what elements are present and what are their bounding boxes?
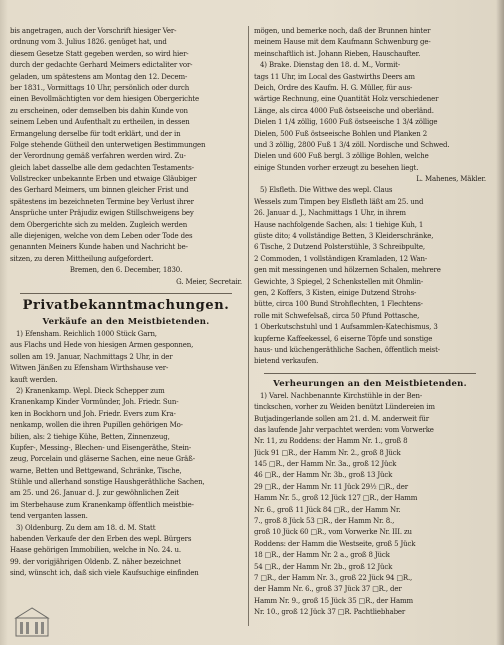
text-line: habenden Verkaufe der den Erben des wepl. Bürgers [10, 535, 192, 544]
text-line: Kupfer-, Messing-, Blechen- und Eisengeräthe, Stein- [10, 443, 192, 452]
text-line: gen mit messingenen und hölzernen Schalen, mehrere [254, 266, 441, 275]
text-line: gen, 2 Koffers, 3 Kisten, einige Dutzend Strohs- [254, 288, 417, 297]
text-line: bis angetragen, auch der Vorschrift hiesiger Ver- [10, 27, 177, 35]
text-line: haus- und küchengeräthliche Sachen, öffentlich meist- [254, 345, 440, 354]
text-line: Nr. 11, zu Roddens: der Hamm Nr. 1., groß 8 [254, 437, 408, 446]
library-stamp-logo [14, 606, 50, 638]
text-line: Gewichte, 3 Spiegel, 2 Schenkstellen mit Ohmlin- [254, 277, 424, 286]
text-line: nenkamp, wollen die ihren Pupillen gehörigen Mo- [10, 421, 183, 430]
text-line: 29 □R., der Hamm Nr. 11 Jück 29½ □R., der [254, 482, 408, 491]
text-line: 54 □R., der Hamm Nr. 2b., groß 12 Jück [254, 562, 393, 571]
text-line: 46 □R., der Hamm Nr. 3b., groß 13 Jück [254, 471, 393, 480]
section-rule [264, 373, 476, 374]
text-line: Ermangelung derselbe für todt erklärt, und der in [10, 129, 181, 138]
text-line: Wessels zum Timpen bey Elsfleth läßt am 25. und [254, 197, 424, 206]
text-line: Nr. 10., groß 12 Jück 37 □R. Pachtliebhaber [254, 608, 406, 617]
text-line: 3) Oldenburg. Zu dem am 18. d. M. Statt [16, 523, 156, 532]
text-line: genannten Meiners Kunde haben und Nachricht be- [10, 243, 188, 252]
notice-obergericht [10, 26, 242, 288]
notice-brake [254, 26, 486, 185]
section-rule [20, 293, 232, 294]
left-column [10, 26, 242, 580]
text-line: sind, wünscht ich, daß sich viele Kaufsuchige einfinden [10, 569, 199, 578]
text-line: aus Flachs und Hede von hiesigen Armen gesponnen, [10, 341, 194, 350]
text-line: zu erscheinen, oder demselben bis dahin Kunde von [10, 106, 188, 115]
text-line: Kranenkamp Kinder Vormünder, Joh. Friedr. Sun- [10, 398, 179, 407]
text-line: Länge, als circa 4000 Fuß östseeische und oberländ. [254, 106, 434, 115]
text-line: 2) Kranenkamp. Wepl. Dieck Schepper zum [16, 386, 165, 395]
text-line: durch der gedachte Gerhard Meimers edictaliter vor- [10, 61, 193, 70]
text-line: bietend verkaufen. [254, 357, 319, 366]
text-line: Bremen, den 6. December, 1830. [69, 266, 183, 275]
text-line: alle diejenigen, welche von dem Leben oder Tode des [10, 232, 193, 241]
text-line: Stühle und allerhand sonstige Haushgeräthliche Sachen, [10, 478, 205, 487]
text-line: sollen am 19. Januar, Nachmittags 2 Uhr, in der [10, 352, 173, 361]
text-line: am 25. und 26. Januar d. J. zur gewöhnlichen Zeit [10, 489, 179, 498]
text-line: spätestens im bezeichneten Termine bey Verlust ihrer [10, 197, 194, 206]
text-line: 5) Elsfleth. Die Wittwe des wepl. Claus [260, 186, 393, 195]
text-line: meinem Hause mit dem Kaufmann Schwenburg ge- [254, 38, 431, 47]
text-line: kupferne Kaffeekessel, 6 eiserne Töpfe und sonstige [254, 334, 433, 343]
text-line: einen Bevollmächtigten vor dem hiesigen Obergerichte [10, 95, 199, 104]
heading-privatbekanntmachungen: Privatbekanntmachungen. [22, 297, 230, 313]
text-line: bilien, als: 2 tiehige Kühe, Betten, Zinnenzeug, [10, 432, 170, 441]
text-line: 7 □R., der Hamm Nr. 3., groß 22 Jück 94 □R., [254, 573, 413, 582]
text-line: G. Meier, Secretair. [176, 277, 242, 286]
text-line: im Sterbehause zum Kranenkamp öffentlich meistbie- [10, 500, 194, 509]
text-line: 145 □R., der Hamm Nr. 3a., groß 12 Jück [254, 460, 397, 469]
text-line: Vollstrecker unbekannte Erben und etwaige Gläubiger [10, 175, 197, 184]
text-line: das laufende Jahr verpachtet werden: vom Vorwerke [254, 425, 434, 434]
lease-notices-list [254, 391, 486, 619]
text-line: Nr. 6., groß 11 Jück 84 □R., der Hamm Nr. [254, 505, 401, 514]
text-line: L. Mahenes, Mäkler. [416, 175, 486, 184]
text-line: 2 Commoden, 1 vollständigen Kramladen, 12 Wan- [254, 254, 428, 263]
text-line: tend verganten lassen. [10, 512, 88, 521]
text-line: ken in Bockhorn und Joh. Friedr. Evers zum Kra- [10, 409, 176, 418]
text-line: und 3 zöllig, 2800 Fuß 1 3/4 zöll. Nordische und Schwed. [254, 140, 450, 149]
text-line: seinem Leben und Aufenthalt zu ertheilen, in dessen [10, 118, 190, 127]
text-line: 1 Oberkutschstuhl und 1 Aufsammlen-Katechismus, 3 [254, 323, 438, 332]
text-line: einige Stunden vorher erzeugt zu besehen liegt. [254, 163, 419, 172]
text-line: Hamm Nr. 9., groß 15 Jück 35 □R., der Hamm [254, 596, 413, 605]
heading-verheurungen: Verheurungen an den Meistbietenden. [273, 378, 467, 389]
text-line: zeug, Porcelain und gläserne Sachen, eine neue Gräß- [10, 455, 195, 464]
text-line: Witwen Jänßen zu Efensham Wirthshause ver- [10, 364, 169, 373]
text-line: der Hamm Nr. 6., groß 37 Jück 37 □R., der [254, 585, 402, 594]
text-line: sitzen, zu deren Mittheilung aufgefordert. [10, 254, 154, 263]
text-line: rolle mit Schwefelsaß, circa 50 Pfund Pottasche, [254, 311, 420, 320]
text-line: 99. der vorigjährigen Oldenb. Z. näher bezeichnet [10, 557, 181, 566]
text-line: 1) Varel. Nachbenannte Kirchstühle in der Ben- [260, 391, 423, 400]
text-line: Hamm Nr. 5., groß 12 Jück 127 □R., der Hamm [254, 494, 418, 503]
text-line: tinckschen, vorher zu Weiden benützt Lündereien im [254, 403, 435, 412]
text-line: mögen, und bemerke noch, daß der Brunnen hinter [254, 27, 431, 35]
heading-verkaeufe: Verkäufe an den Meistbietenden. [42, 316, 210, 327]
text-line: bütte, circa 100 Bund Strohflechten, 1 Flechtens- [254, 300, 423, 309]
text-line: 18 □R., der Hamm Nr. 2 a., groß 8 Jück [254, 551, 390, 560]
text-line: Haase gehörigen Immobilien, welche in No. 24. u. [10, 546, 181, 555]
text-line: Folge stehende Gütheil den unterwetigen Bestimmungen [10, 140, 206, 149]
text-line: Dielen und 600 Fuß bergl. 3 zöllige Bohlen, welche [254, 152, 429, 161]
text-line: der Verordnung gemäß verfahren werden wird. Zu- [10, 152, 186, 161]
text-line: gleich labet dasselbe alle dem gedachten Testaments- [10, 163, 194, 172]
column-divider [248, 26, 249, 626]
right-column [254, 26, 486, 619]
newspaper-page [10, 0, 496, 645]
text-line: Dielen, 500 Fuß östseeische Bohlen und Planken 2 [254, 129, 428, 138]
text-line: 1) Efensham. Reichlich 1000 Stück Garn, [16, 329, 157, 338]
text-line: diesem Gesetze Statt gegeben werden, so wird hier- [10, 49, 189, 58]
text-line: tags 11 Uhr, im Local des Gastwirths Deers am [254, 72, 415, 81]
text-line: dem Obergerichte sich zu melden. Zugleich werden [10, 220, 188, 229]
text-line: kauft werden. [10, 375, 58, 384]
notice-elsfleth [254, 185, 486, 367]
text-line: wärtige Rechnung, eine Quantität Holz verschiedener [254, 95, 439, 104]
text-line: 26. Januar d. J., Nachmittags 1 Uhr, in ihrem [254, 209, 406, 218]
text-line: Butjadingerlande sollen am 21. d. M. anderweit für [254, 414, 429, 423]
text-line: 7., groß 8 Jück 53 □R., der Hamm Nr. 8., [254, 517, 395, 526]
text-line: 6 Tische, 2 Dutzend Polsterstühle, 3 Schreibpulte, [254, 243, 425, 252]
text-line: Ansprüche unter Präjudiz ewigen Stillschweigens bey [10, 209, 194, 218]
building-icon [14, 606, 50, 638]
text-line: groß 10 Jück 60 □R., vom Vorwerke Nr. III. zu [254, 528, 412, 537]
page-edge-shadow [496, 0, 504, 645]
text-line: Hause nachfolgende Sachen, als: 1 tiehige Kuh, 1 [254, 220, 424, 229]
text-line: 4) Brake. Dienstag den 18. d. M., Vormit- [260, 61, 401, 70]
text-line: Jück 91 □R., der Hamm Nr. 2., groß 8 Jück [254, 448, 401, 457]
text-line: ordnung vom 3. Julius 1826. genüget hat, und [10, 38, 167, 47]
text-line: Deich, Ordre des Kaufm. H. G. Müller, für aus- [254, 83, 413, 92]
text-line: meinschaftlich ist. Johann Rieben, Hauschaufter. [254, 49, 421, 58]
text-line: Roddens: der Hamm die Westseite, groß 5 Jück [254, 539, 416, 548]
text-line: Dielen 1 1/4 zöllig, 1600 Fuß östseeische 1 3/4 zöllige [254, 118, 438, 127]
text-line: des Gerhard Meimers, um binnen gleicher Frist und [10, 186, 189, 195]
text-line: warne, Betten und Bettgewand, Schränke, Tische, [10, 466, 182, 475]
text-line: ber 1831., Vormittags 10 Uhr, persönlich oder durch [10, 83, 190, 92]
sale-notices-list [10, 329, 242, 580]
text-line: geladen, um spätestens am Montag den 12. Decem- [10, 72, 188, 81]
text-line: güste dito; 4 vollständige Betten, 3 Kleiderschränke, [254, 232, 434, 241]
